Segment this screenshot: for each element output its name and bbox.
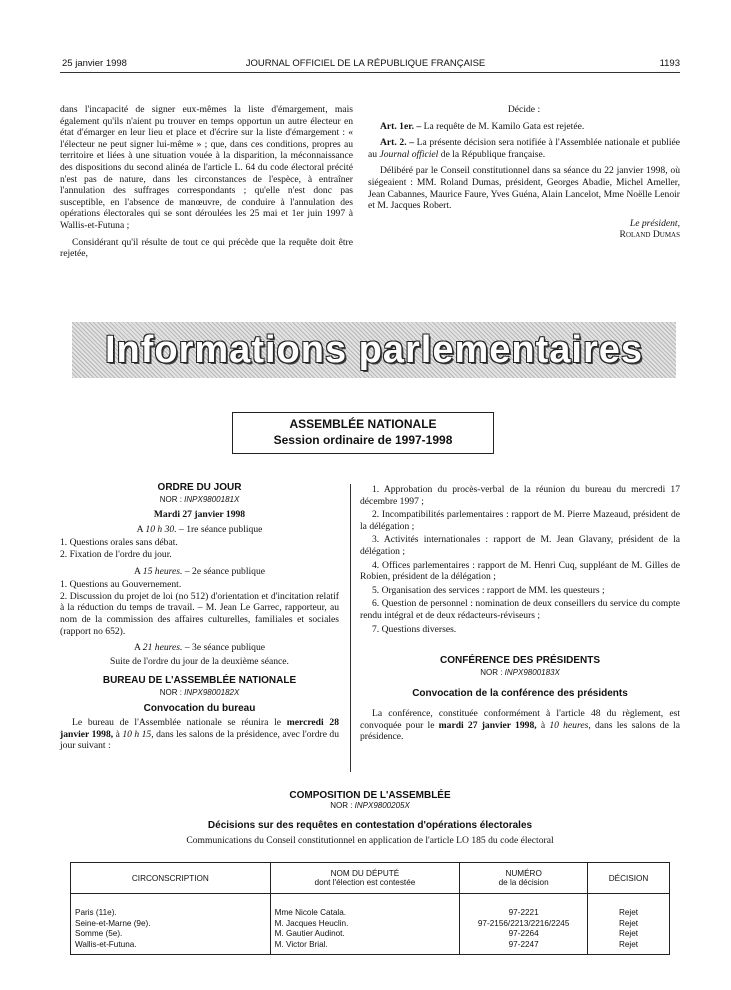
sitting-3-heading: A 21 heures. – 3e séance publique [133, 642, 266, 654]
composition-title: COMPOSITION DE L'ASSEMBLÉE [289, 790, 451, 801]
composition-subtitle: Décisions sur des requêtes en contestation d'opérations électorales [207, 820, 533, 831]
sitting-3-text: Suite de l'ordre du jour de la deuxième séance. [110, 655, 289, 667]
conference-nor: NOR : INPX9800183X [480, 667, 560, 677]
ordre-du-jour-nor: NOR : INPX9800181X [159, 494, 240, 504]
decision-paragraph-2: Considérant qu'il résulte de tout ce qui précède que la requête doit être rejetée, [60, 236, 353, 260]
assembly-box [232, 412, 494, 454]
bureau-subtitle: Convocation du bureau [143, 702, 256, 714]
bureau-agenda-column [360, 484, 680, 748]
header-rule [60, 72, 680, 73]
bureau-agenda-item-3: 3. Activités internationales : rapport de M. Jean Glavany, président de la délégation ; [360, 534, 680, 557]
conference-subtitle: Convocation de la conférence des présidents [412, 688, 628, 700]
article-2: Art. 2. – La présente décision sera notifiée à l'Assemblée nationale et publiée au Journal officiel de la République française. [368, 137, 680, 160]
ordre-du-jour-title: ORDRE DU JOUR [157, 482, 242, 493]
col-header-decision: DÉCISION [588, 863, 670, 894]
bureau-agenda-item-5: 5. Organisation des services : rapport de MM. les questeurs ; [372, 584, 605, 596]
assembly-name: ASSEMBLÉE NATIONALE [289, 417, 437, 431]
col-header-circonscription: CIRCONSCRIPTION [71, 863, 271, 894]
composition-section [60, 790, 680, 846]
article-1: Art. 1er. – La requête de M. Kamilo Gata est rejetée. [380, 120, 585, 132]
header-date: 25 janvier 1998 [62, 58, 127, 69]
bureau-convocation: Le bureau de l'Assemblée nationale se réunira le mercredi 28 janvier 1998, à 10 h 15, dans les salons de la présidence, avec l'ordre du jour suivant : [60, 717, 340, 752]
banner-title: Informations parlementaires [104, 328, 644, 371]
sitting-2-heading: A 15 heures. – 2e séance publique [133, 565, 266, 577]
bureau-agenda-item-2: 2. Incompatibilités parlementaires : rapport de M. Pierre Mazeaud, président de la délégation ; [360, 509, 680, 532]
sitting-1-item-1: 1. Questions orales sans débat. [60, 537, 178, 549]
session-name: Session ordinaire de 1997-1998 [273, 433, 453, 447]
article-1-label: Art. 1er. – [380, 120, 422, 132]
bureau-agenda-item-4: 4. Offices parlementaires : rapport de M. Henri Cuq, suppléant de M. Gilles de Robien, président de la délégation ; [360, 559, 680, 583]
bureau-agenda-item-6: 6. Question de personnel : nomination de deux conseillers du service du compte rendu intégral et de deux rédacteurs-réviseurs ; [360, 598, 680, 621]
bureau-agenda-item-1: 1. Approbation du procès-verbal de la réunion du bureau du mercredi 17 décembre 1997 ; [360, 484, 680, 507]
decide-heading: Décide : [507, 104, 541, 115]
conference-title: CONFÉRENCE DES PRÉSIDENTS [439, 655, 601, 667]
col-header-nom: NOM DU DÉPUTÉ dont l'élection est contestée [270, 863, 460, 894]
column-divider [350, 484, 351, 772]
bureau-nor: NOR : INPX9800182X [159, 687, 240, 697]
signature-name: Roland Dumas [619, 229, 680, 241]
bureau-title: BUREAU DE L'ASSEMBLÉE NATIONALE [102, 675, 297, 687]
decision-right-column [368, 104, 680, 246]
sitting-1-item-2: 2. Fixation de l'ordre du jour. [60, 548, 172, 560]
table-row: Somme (5e). M. Gautier Audinot. 97-2264 Rejet [71, 929, 670, 940]
table-row: Wallis-et-Futuna. M. Victor Brial. 97-2247 Rejet [71, 940, 670, 955]
deliberation-paragraph: Délibéré par le Conseil constitutionnel dans sa séance du 22 janvier 1998, où siégeaient : MM. Roland Dumas, président, Georges Abadie, Michel Ameller, Jean Cabannes, Maurice Faure, Yves Guéna, Alain Lancelot, Mme Noëlle Lenoir et M. Jacques Robert. [368, 165, 680, 212]
decision-left-column [60, 104, 353, 265]
decisions-table [70, 862, 670, 955]
sitting-date: Mardi 27 janvier 1998 [153, 509, 246, 521]
composition-nor: NOR : INPX9800205X [330, 801, 410, 810]
article-2-label: Art. 2. – [380, 137, 414, 149]
decision-paragraph-1: dans l'incapacité de signer eux-mêmes la liste d'émargement, mais également qu'ils n'aient pu trouver en temps opportun un autre électeur en état d'émarger en leur lieu et place et d'écrire sur la liste d'émargement : « l'électeur ne peut signer lui-même » ; que, dans ces conditions, propres au territoire et liées à une situation vouée à la disparition, la méconnaissance des dispositions du second alinéa de l'article L. 64 du code électoral précité n'est pas de nature, dans les circonstances de l'espèce, à entraîner l'annulation des suffrages correspondants ; qu'elle n'est donc pas susceptible, en l'absence de manœuvre, de conduire à l'annulation des opérations électorales qui se sont déroulées les 25 mai et 1er juin 1997 à Wallis-et-Futuna ; [60, 104, 353, 231]
ordre-du-jour-column [60, 482, 339, 757]
sitting-2-item-2: 2. Discussion du projet de loi (no 512) d'orientation et d'incitation relatif à la réduction du temps de travail. – M. Jean Le Garrec, rapporteur, au nom de la commission des affaires culturelles, familiales et sociales (rapport no 652). [60, 590, 339, 637]
composition-intro: Communications du Conseil constitutionnel en application de l'article LO 185 du code électoral [186, 835, 554, 846]
sitting-2-item-1: 1. Questions au Gouvernement. [60, 579, 182, 591]
conference-convocation: La conférence, constituée conformément à l'article 48 du règlement, est convoquée pour le mardi 27 janvier 1998, à 10 heures, dans les salons de la présidence. [360, 707, 680, 743]
journal-title: JOURNAL OFFICIEL DE LA RÉPUBLIQUE FRANÇAISE [245, 58, 486, 69]
table-row: Paris (11e). Mme Nicole Catala. 97-2221 Rejet [71, 894, 670, 919]
bureau-agenda-item-7: 7. Questions diverses. [372, 623, 457, 635]
page-number: 1193 [659, 58, 680, 69]
sitting-1-heading: A 10 h 30. – 1re séance publique [136, 523, 263, 535]
section-banner [72, 322, 676, 378]
col-header-numero: NUMÉRO de la décision [460, 863, 588, 894]
table-header-row [71, 863, 670, 894]
table-row: Seine-et-Marne (9e). M. Jacques Heuclin. 97-2156/2213/2216/2245 Rejet [71, 919, 670, 930]
signature-title: Le président, [629, 217, 680, 229]
